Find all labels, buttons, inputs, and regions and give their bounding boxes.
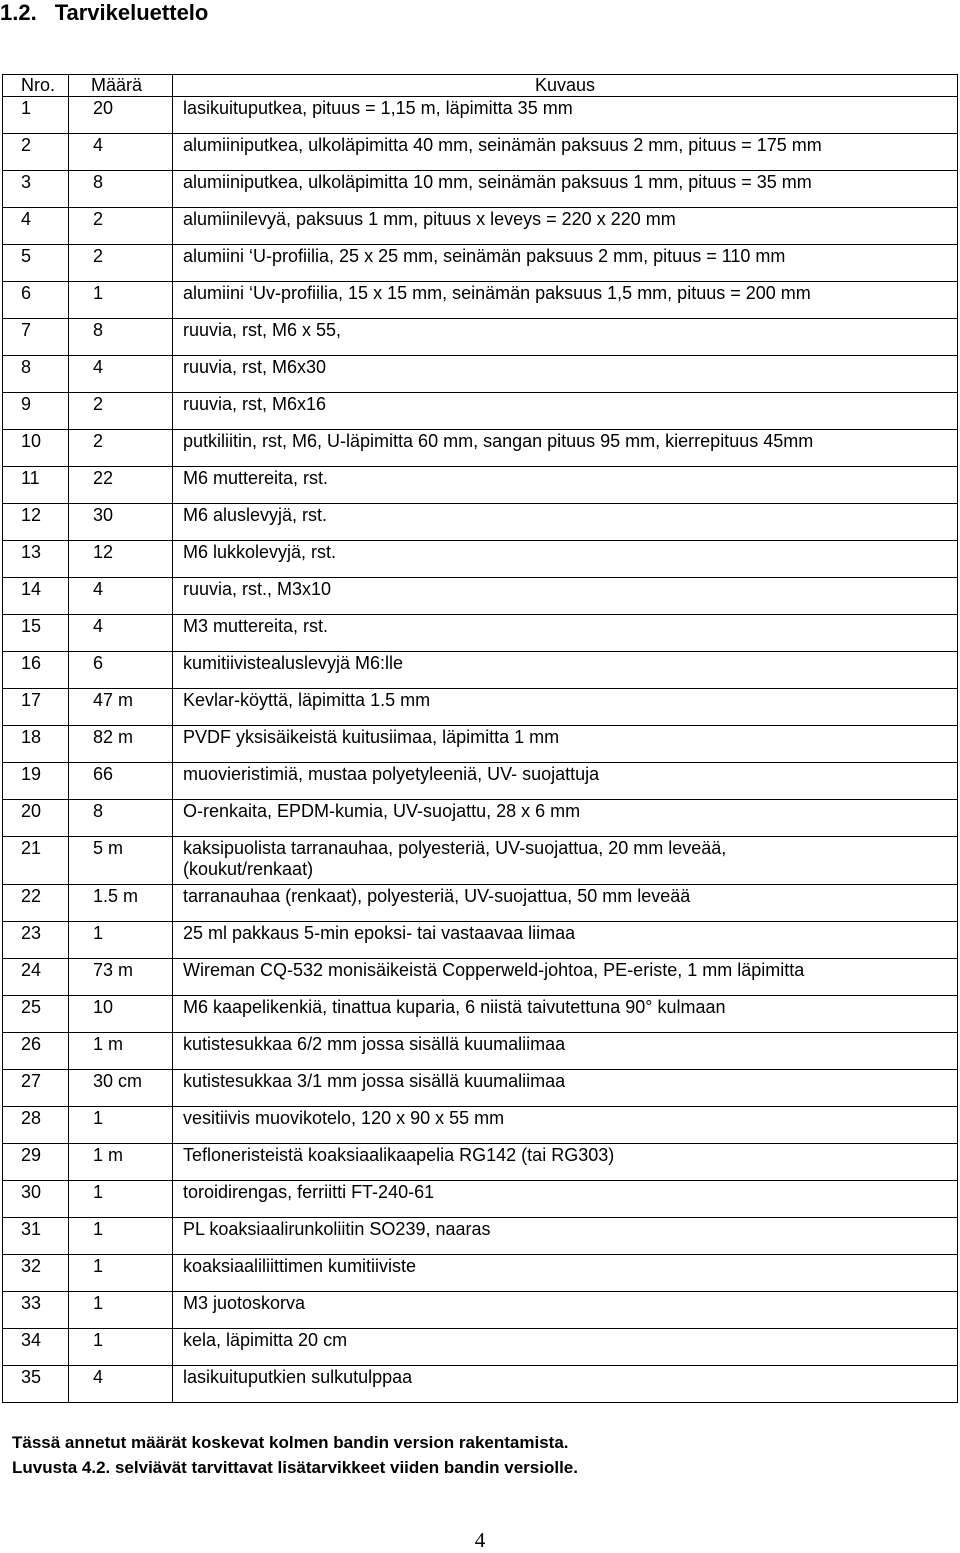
cell-nro-text: 1	[21, 98, 32, 118]
cell-nro	[3, 97, 69, 134]
cell-desc-text: O-renkaita, EPDM-kumia, UV-suojattu, 28 x 6 mm	[183, 801, 581, 821]
cell-desc-text: Wireman CQ-532 monisäikeistä Copperweld-johtoa, PE-eriste, 1 mm läpimitta	[183, 960, 805, 980]
cell-desc	[173, 1329, 958, 1366]
cell-nro	[3, 1329, 69, 1366]
table-row	[3, 1329, 958, 1366]
cell-qty-text: 73 m	[93, 960, 134, 980]
cell-qty-text: 1	[93, 1256, 104, 1276]
header-desc: Kuvaus	[173, 75, 958, 97]
cell-desc-text: kutistesukkaa 6/2 mm jossa sisällä kuumaliimaa	[183, 1034, 566, 1054]
cell-qty	[69, 578, 173, 615]
cell-desc	[173, 922, 958, 959]
cell-qty	[69, 208, 173, 245]
cell-qty-text: 1	[93, 283, 104, 303]
cell-desc	[173, 1107, 958, 1144]
table-row	[3, 393, 958, 430]
cell-qty	[69, 282, 173, 319]
cell-desc	[173, 615, 958, 652]
table-row	[3, 763, 958, 800]
cell-qty	[69, 885, 173, 922]
cell-nro-text: 28	[21, 1108, 42, 1128]
cell-qty	[69, 430, 173, 467]
cell-desc	[173, 726, 958, 763]
cell-desc	[173, 1144, 958, 1181]
cell-nro	[3, 1255, 69, 1292]
table-row	[3, 319, 958, 356]
cell-desc	[173, 1033, 958, 1070]
cell-nro	[3, 1218, 69, 1255]
cell-nro-text: 30	[21, 1182, 42, 1202]
cell-qty-text: 47 m	[93, 690, 134, 710]
cell-desc	[173, 504, 958, 541]
table-row	[3, 689, 958, 726]
cell-qty	[69, 837, 173, 885]
cell-nro-text: 27	[21, 1071, 42, 1091]
table-row	[3, 996, 958, 1033]
table-row	[3, 134, 958, 171]
cell-qty	[69, 1144, 173, 1181]
cell-nro-text: 23	[21, 923, 42, 943]
page-number: 4	[474, 1528, 486, 1552]
cell-qty	[69, 171, 173, 208]
cell-nro	[3, 959, 69, 996]
cell-desc	[173, 1255, 958, 1292]
cell-nro	[3, 1033, 69, 1070]
cell-desc-text: M6 aluslevyjä, rst.	[183, 505, 328, 525]
table-row	[3, 541, 958, 578]
cell-qty	[69, 245, 173, 282]
table-row	[3, 1255, 958, 1292]
cell-nro-text: 13	[21, 542, 42, 562]
cell-desc-text: M3 muttereita, rst.	[183, 616, 329, 636]
cell-desc	[173, 245, 958, 282]
table-header-row	[3, 75, 958, 97]
cell-desc-text: M6 muttereita, rst.	[183, 468, 329, 488]
cell-qty-text: 6	[93, 653, 104, 673]
cell-qty-text: 1	[93, 1182, 104, 1202]
table-row	[3, 726, 958, 763]
table-row	[3, 208, 958, 245]
cell-desc	[173, 467, 958, 504]
cell-desc	[173, 430, 958, 467]
section-number: 1.2.	[0, 0, 37, 25]
cell-qty-text: 1	[93, 1330, 104, 1350]
cell-nro-text: 26	[21, 1034, 42, 1054]
cell-desc	[173, 578, 958, 615]
cell-desc	[173, 356, 958, 393]
cell-desc	[173, 996, 958, 1033]
cell-desc	[173, 959, 958, 996]
cell-nro	[3, 282, 69, 319]
cell-desc-text: M3 juotoskorva	[183, 1293, 306, 1313]
cell-qty-text: 8	[93, 801, 104, 821]
cell-nro-text: 21	[21, 838, 42, 858]
cell-desc	[173, 1366, 958, 1403]
cell-qty	[69, 726, 173, 763]
cell-nro-text: 32	[21, 1256, 42, 1276]
header-nro: Nro.	[3, 75, 69, 97]
table-row	[3, 615, 958, 652]
table-row	[3, 171, 958, 208]
cell-nro-text: 35	[21, 1367, 42, 1387]
cell-desc-text: ruuvia, rst, M6 x 55,	[183, 320, 342, 340]
table-row	[3, 1366, 958, 1403]
cell-qty-text: 2	[93, 246, 104, 266]
cell-qty	[69, 1366, 173, 1403]
table-row	[3, 885, 958, 922]
cell-qty-text: 1.5 m	[93, 886, 139, 906]
cell-qty-text: 2	[93, 209, 104, 229]
cell-nro-text: 3	[21, 172, 32, 192]
cell-desc-text: 25 ml pakkaus 5-min epoksi- tai vastaavaa liimaa	[183, 923, 576, 943]
cell-qty-text: 5 m	[93, 838, 124, 858]
cell-qty	[69, 800, 173, 837]
table-row	[3, 837, 958, 885]
cell-nro-text: 34	[21, 1330, 42, 1350]
cell-desc-text: M6 kaapelikenkiä, tinattua kuparia, 6 niistä taivutettuna 90° kulmaan	[183, 997, 726, 1017]
cell-qty-text: 4	[93, 1367, 104, 1387]
cell-nro-text: 7	[21, 320, 32, 340]
cell-qty-text: 10	[93, 997, 114, 1017]
cell-nro-text: 16	[21, 653, 42, 673]
cell-desc	[173, 1070, 958, 1107]
cell-nro	[3, 996, 69, 1033]
cell-desc-text: PVDF yksisäikeistä kuitusiimaa, läpimitta 1 mm	[183, 727, 560, 747]
header-qty: Määrä	[69, 75, 173, 97]
cell-desc-text: tarranauhaa (renkaat), polyesteriä, UV-suojattua, 50 mm leveää	[183, 886, 691, 906]
cell-qty	[69, 1181, 173, 1218]
table-row	[3, 467, 958, 504]
cell-nro	[3, 837, 69, 885]
table-row	[3, 356, 958, 393]
table-row	[3, 1144, 958, 1181]
cell-nro-text: 4	[21, 209, 32, 229]
table-row	[3, 245, 958, 282]
cell-desc	[173, 97, 958, 134]
table-row	[3, 1292, 958, 1329]
cell-nro	[3, 1144, 69, 1181]
cell-desc-text: putkiliitin, rst, M6, U-läpimitta 60 mm, sangan pituus 95 mm, kierrepituus 45mm	[183, 431, 814, 451]
cell-desc	[173, 763, 958, 800]
cell-qty-text: 30	[93, 505, 114, 525]
table-row	[3, 652, 958, 689]
cell-nro	[3, 578, 69, 615]
cell-qty	[69, 652, 173, 689]
cell-nro	[3, 504, 69, 541]
cell-qty	[69, 319, 173, 356]
cell-nro-text: 6	[21, 283, 32, 303]
table-row	[3, 959, 958, 996]
cell-desc-text: muovieristimiä, mustaa polyetyleeniä, UV- suojattuja	[183, 764, 600, 784]
cell-desc-text: kaksipuolista tarranauhaa, polyesteriä, UV-suojattua, 20 mm leveää,	[183, 838, 727, 858]
cell-desc-text: toroidirengas, ferriitti FT-240-61	[183, 1182, 435, 1202]
cell-qty-text: 1 m	[93, 1034, 124, 1054]
cell-qty-text: 1	[93, 1219, 104, 1239]
cell-qty	[69, 504, 173, 541]
cell-nro	[3, 689, 69, 726]
cell-qty	[69, 1292, 173, 1329]
notes	[12, 1430, 578, 1480]
cell-desc-text: Tefloneristeistä koaksiaalikaapelia RG142 (tai RG303)	[183, 1145, 615, 1165]
section-title: Tarvikeluettelo	[54, 0, 209, 25]
cell-nro-text: 29	[21, 1145, 42, 1165]
cell-nro	[3, 800, 69, 837]
cell-desc-text: kumitiivistealuslevyjä M6:lle	[183, 653, 404, 673]
cell-nro-text: 2	[21, 135, 32, 155]
cell-nro	[3, 1070, 69, 1107]
cell-desc	[173, 885, 958, 922]
cell-nro	[3, 319, 69, 356]
cell-nro-text: 9	[21, 394, 32, 414]
cell-desc-text: koaksiaaliliittimen kumitiiviste	[183, 1256, 417, 1276]
cell-desc	[173, 1292, 958, 1329]
cell-qty	[69, 1070, 173, 1107]
cell-desc-text: alumiini ‘Uv-profiilia, 15 x 15 mm, seinämän paksuus 1,5 mm, pituus = 200 mm	[183, 283, 811, 303]
cell-desc	[173, 1218, 958, 1255]
cell-qty	[69, 1107, 173, 1144]
cell-desc	[173, 282, 958, 319]
cell-nro-text: 33	[21, 1293, 42, 1313]
cell-nro-text: 31	[21, 1219, 42, 1239]
cell-qty	[69, 467, 173, 504]
cell-nro	[3, 393, 69, 430]
cell-nro	[3, 467, 69, 504]
cell-nro-text: 20	[21, 801, 42, 821]
cell-qty-text: 8	[93, 172, 104, 192]
cell-qty	[69, 959, 173, 996]
cell-qty	[69, 996, 173, 1033]
cell-desc	[173, 171, 958, 208]
cell-qty	[69, 763, 173, 800]
cell-qty-text: 1	[93, 1108, 104, 1128]
cell-desc-text: ruuvia, rst, M6x30	[183, 357, 327, 377]
cell-nro	[3, 208, 69, 245]
cell-desc	[173, 541, 958, 578]
cell-qty-text: 12	[93, 542, 114, 562]
cell-desc-text: lasikuituputkea, pituus = 1,15 m, läpimitta 35 mm	[183, 98, 573, 118]
section-heading	[0, 0, 208, 26]
cell-qty	[69, 356, 173, 393]
cell-qty-text: 30 cm	[93, 1071, 143, 1091]
cell-nro-text: 24	[21, 960, 42, 980]
cell-nro-text: 10	[21, 431, 42, 451]
cell-desc	[173, 134, 958, 171]
cell-qty-text: 1	[93, 1293, 104, 1313]
cell-desc-text: Kevlar-köyttä, läpimitta 1.5 mm	[183, 690, 431, 710]
cell-nro-text: 22	[21, 886, 42, 906]
cell-nro	[3, 1181, 69, 1218]
cell-desc	[173, 800, 958, 837]
cell-nro	[3, 134, 69, 171]
cell-qty-text: 2	[93, 394, 104, 414]
cell-nro	[3, 763, 69, 800]
cell-nro-text: 17	[21, 690, 42, 710]
table-row	[3, 1070, 958, 1107]
cell-nro	[3, 1292, 69, 1329]
cell-qty	[69, 541, 173, 578]
cell-nro	[3, 245, 69, 282]
cell-desc	[173, 652, 958, 689]
table-row	[3, 800, 958, 837]
cell-qty	[69, 922, 173, 959]
cell-nro	[3, 171, 69, 208]
cell-desc-text: alumiiniputkea, ulkoläpimitta 10 mm, seinämän paksuus 1 mm, pituus = 35 mm	[183, 172, 812, 192]
cell-qty-text: 4	[93, 579, 104, 599]
table-row	[3, 922, 958, 959]
table-row	[3, 1107, 958, 1144]
cell-desc-text: M6 lukkolevyjä, rst.	[183, 542, 337, 562]
cell-desc	[173, 208, 958, 245]
cell-nro	[3, 1366, 69, 1403]
table-row	[3, 1033, 958, 1070]
note-line: Tässä annetut määrät koskevat kolmen bandin version rakentamista.	[12, 1433, 569, 1452]
cell-desc-text: PL koaksiaalirunkoliitin SO239, naaras	[183, 1219, 491, 1239]
cell-qty	[69, 1033, 173, 1070]
cell-desc-text: (koukut/renkaat)	[183, 859, 314, 879]
cell-qty	[69, 1218, 173, 1255]
cell-qty-text: 8	[93, 320, 104, 340]
cell-nro	[3, 356, 69, 393]
cell-qty	[69, 1255, 173, 1292]
table-row	[3, 282, 958, 319]
cell-qty-text: 1 m	[93, 1145, 124, 1165]
table-row	[3, 97, 958, 134]
cell-nro	[3, 1107, 69, 1144]
table-row	[3, 578, 958, 615]
cell-qty-text: 82 m	[93, 727, 134, 747]
cell-nro	[3, 541, 69, 578]
cell-desc-text: kela, läpimitta 20 cm	[183, 1330, 348, 1350]
cell-qty	[69, 689, 173, 726]
cell-desc	[173, 393, 958, 430]
cell-qty	[69, 97, 173, 134]
cell-qty-text: 1	[93, 923, 104, 943]
table-row	[3, 1218, 958, 1255]
cell-desc-text: lasikuituputkien sulkutulppaa	[183, 1367, 413, 1387]
cell-desc	[173, 319, 958, 356]
cell-nro	[3, 922, 69, 959]
cell-nro-text: 12	[21, 505, 42, 525]
cell-nro-text: 19	[21, 764, 42, 784]
cell-nro-text: 15	[21, 616, 42, 636]
cell-qty-text: 4	[93, 357, 104, 377]
cell-qty	[69, 134, 173, 171]
cell-nro	[3, 615, 69, 652]
cell-qty-text: 4	[93, 135, 104, 155]
cell-desc	[173, 1181, 958, 1218]
note-line: Luvusta 4.2. selviävät tarvittavat lisätarvikkeet viiden bandin versiolle.	[12, 1458, 578, 1477]
cell-qty-text: 4	[93, 616, 104, 636]
cell-nro-text: 8	[21, 357, 32, 377]
cell-nro	[3, 726, 69, 763]
cell-nro	[3, 885, 69, 922]
cell-desc-text: alumiiniputkea, ulkoläpimitta 40 mm, seinämän paksuus 2 mm, pituus = 175 mm	[183, 135, 822, 155]
cell-qty-text: 20	[93, 98, 114, 118]
cell-nro-text: 18	[21, 727, 42, 747]
table-row	[3, 504, 958, 541]
table-row	[3, 430, 958, 467]
cell-desc	[173, 837, 958, 885]
cell-qty	[69, 615, 173, 652]
cell-desc-text: alumiini ‘U-profiilia, 25 x 25 mm, seinämän paksuus 2 mm, pituus = 110 mm	[183, 246, 786, 266]
cell-nro	[3, 652, 69, 689]
cell-nro-text: 5	[21, 246, 32, 266]
cell-qty-text: 2	[93, 431, 104, 451]
cell-desc-text: ruuvia, rst, M6x16	[183, 394, 327, 414]
cell-desc-text: vesitiivis muovikotelo, 120 x 90 x 55 mm	[183, 1108, 505, 1128]
cell-desc	[173, 689, 958, 726]
parts-table	[2, 74, 958, 1403]
cell-qty	[69, 1329, 173, 1366]
table-body	[3, 97, 958, 1403]
cell-qty-text: 66	[93, 764, 114, 784]
cell-desc-text: ruuvia, rst., M3x10	[183, 579, 332, 599]
cell-qty	[69, 393, 173, 430]
table-row	[3, 1181, 958, 1218]
cell-desc-text: alumiinilevyä, paksuus 1 mm, pituus x leveys = 220 x 220 mm	[183, 209, 676, 229]
cell-nro-text: 14	[21, 579, 42, 599]
cell-nro-text: 11	[21, 468, 40, 488]
cell-nro-text: 25	[21, 997, 42, 1017]
cell-desc-text: kutistesukkaa 3/1 mm jossa sisällä kuumaliimaa	[183, 1071, 566, 1091]
cell-nro	[3, 430, 69, 467]
cell-qty-text: 22	[93, 468, 114, 488]
